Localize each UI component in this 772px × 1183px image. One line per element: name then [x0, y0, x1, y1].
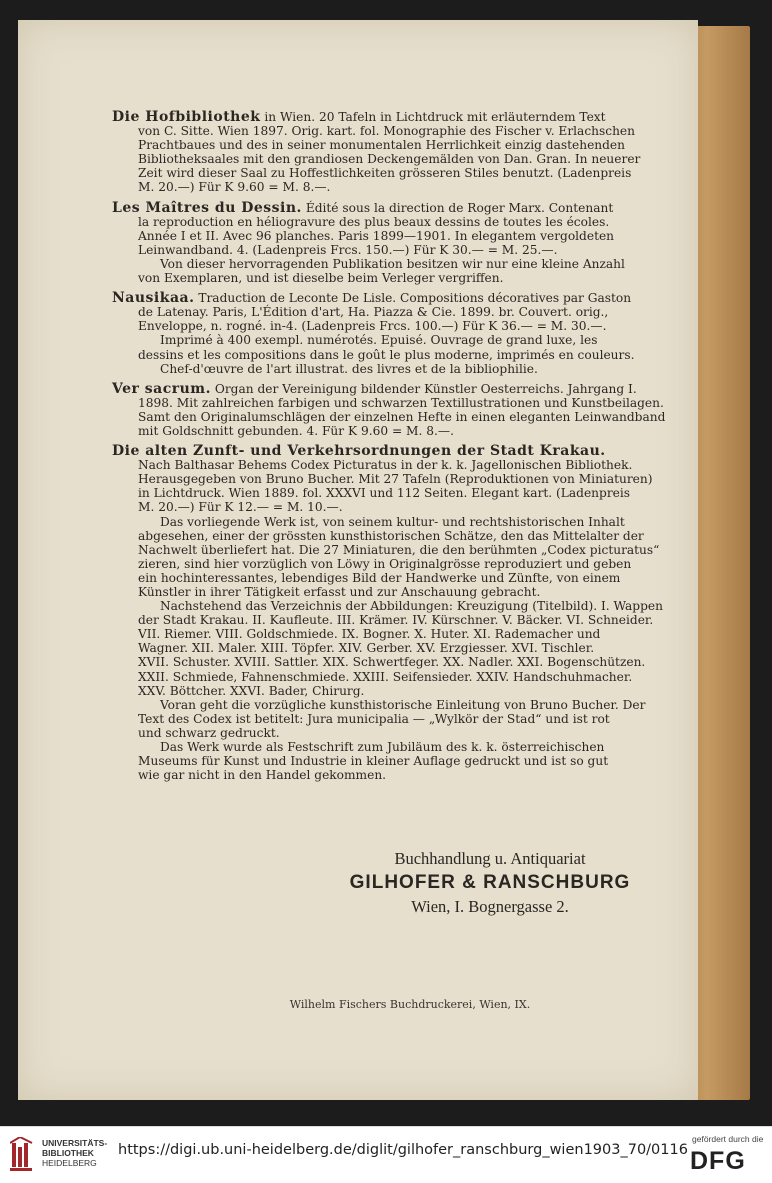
entry-line: de Latenay. Paris, L'Édition d'art, Ha. Piazza & Cie. 1899. br. Couvert. orig.,	[138, 305, 609, 320]
entry-line: von C. Sitte. Wien 1897. Orig. kart. fol. Monographie des Fischer v. Erlachschen	[138, 124, 635, 139]
entry-note: Imprimé à 400 exempl. numérotés. Epuisé. Ouvrage de grand luxe, les	[160, 333, 598, 348]
entry-line: abgesehen, einer der grössten kunsthistorischen Schätze, den das Mittelalter der	[138, 528, 644, 543]
entry-line: Samt den Originalumschlägen der einzelnen Hefte in einen eleganten Leinwandband	[138, 409, 666, 424]
entry-title: Die Hofbibliothek	[112, 109, 261, 125]
entry-note: Von dieser hervorragenden Publikation besitzen wir nur eine kleine Anzahl	[160, 256, 625, 271]
institution-line: HEIDELBERG	[42, 1158, 97, 1168]
institution-line: UNIVERSITÄTS-	[42, 1138, 108, 1148]
entry-line: in Wien. 20 Tafeln in Lichtdruck mit erläuterndem Text	[264, 110, 606, 124]
imprint-address: Wien, I. Bognergasse 2.	[411, 897, 569, 916]
entry-title: Les Maîtres du Dessin.	[112, 199, 302, 216]
entry-note: Chef-d'œuvre de l'art illustrat. des livres et de la bibliophilie.	[160, 361, 538, 376]
entry-title: Ver sacrum.	[112, 380, 211, 397]
institution-line: BIBLIOTHEK	[42, 1148, 94, 1158]
entry-line: der Stadt Krakau. II. Kaufleute. III. Krämer. IV. Kürschner. V. Bäcker. VI. Schneider.	[138, 613, 654, 628]
entry-line: Nach Balthasar Behems Codex Picturatus in der k. k. Jagellonischen Bibliothek.	[138, 458, 633, 473]
imprint-publisher-name: GILHOFER & RANSCHBURG	[349, 872, 631, 893]
catalog-text	[112, 110, 684, 788]
entry-title: Die alten Zunft- und Verkehrsordnungen der Stadt Krakau.	[112, 443, 606, 460]
viewer-footer	[0, 1126, 772, 1183]
entry-line: XVII. Schuster. XVIII. Sattler. XIX. Schwertfeger. XX. Nadler. XXI. Bogenschützen.	[138, 655, 646, 670]
entry-line: M. 20.—) Für K 9.60 = M. 8.—.	[138, 180, 331, 195]
entry-hofbibliothek	[112, 110, 684, 195]
entry-line: dessins et les compositions dans le goût le plus moderne, imprimés en couleurs.	[138, 347, 635, 362]
sponsor-label: gefördert durch die	[692, 1134, 764, 1144]
entry-zunftordnungen-krakau	[112, 444, 684, 782]
entry-line: ein hochinteressantes, lebendiges Bild der Handwerke und Zünfte, von einem	[138, 570, 621, 585]
university-library-name[interactable]	[42, 1138, 107, 1168]
entry-note: Voran geht die vorzügliche kunsthistorische Einleitung von Bruno Bucher. Der	[160, 697, 646, 712]
entry-note: Nachstehend das Verzeichnis der Abbildungen: Kreuzigung (Titelbild). I. Wappen	[160, 599, 663, 614]
permalink-url[interactable]: https://digi.ub.uni-heidelberg.de/diglit/gilhofer_ranschburg_wien1903_70/0116	[118, 1142, 688, 1158]
printer-credit: Wilhelm Fischers Buchdruckerei, Wien, IX.	[289, 998, 531, 1011]
entry-line: Museums für Kunst und Industrie in kleiner Auflage gedruckt und ist so gut	[138, 754, 609, 769]
entry-line: Nachwelt überliefert hat. Die 27 Miniaturen, die den berühmten „Codex picturatus“	[138, 542, 660, 557]
entry-line: Enveloppe, n. rogné. in-4. (Ladenpreis Frcs. 100.—) Für K 36.— = M. 30.—.	[138, 319, 607, 334]
entry-line: Herausgegeben von Bruno Bucher. Mit 27 Tafeln (Reproduktionen von Miniaturen)	[138, 472, 653, 487]
entry-note: Das vorliegende Werk ist, von seinem kultur- und rechtshistorischen Inhalt	[160, 514, 625, 529]
entry-line: VII. Riemer. VIII. Goldschmiede. IX. Bogner. X. Huter. XI. Rademacher und	[138, 627, 601, 642]
entry-line: Künstler in ihrer Tätigkeit erfasst und zur Anschauung gebracht.	[138, 585, 541, 599]
entry-line: in Lichtdruck. Wien 1889. fol. XXXVI und 112 Seiten. Elegant kart. (Ladenpreis	[138, 486, 631, 501]
entry-line: XXV. Böttcher. XXVI. Bader, Chirurg.	[138, 683, 365, 698]
entry-ver-sacrum	[112, 382, 684, 438]
entry-line: Wagner. XII. Maler. XIII. Töpfer. XIV. Gerber. XV. Erzgiesser. XVI. Tischler.	[138, 641, 595, 656]
entry-line: wie gar nicht in den Handel gekommen.	[138, 768, 387, 783]
entry-line: Édité sous la direction de Roger Marx. Contenant	[305, 200, 614, 215]
entry-line: Prachtbaues und des in seiner monumentalen Herrlichkeit einzig dastehenden	[138, 138, 625, 153]
entry-nausikaa	[112, 291, 684, 376]
entry-line: mit Goldschnitt gebunden. 4. Für K 9.60 = M. 8.—.	[138, 423, 454, 438]
university-library-logo-icon	[10, 1137, 38, 1173]
entry-line: Organ der Vereinigung bildender Künstler Oesterreichs. Jahrgang I.	[214, 381, 637, 396]
entry-line: von Exemplaren, und ist dieselbe beim Verleger vergriffen.	[138, 271, 504, 286]
entry-title: Nausikaa.	[112, 290, 195, 307]
imprint-line-1: Buchhandlung u. Antiquariat	[394, 849, 586, 868]
entry-line: Leinwandband. 4. (Ladenpreis Frcs. 150.—) Für K 30.— = M. 25.—.	[138, 242, 558, 257]
entry-line: 1898. Mit zahlreichen farbigen und schwarzen Textillustrationen und Kunstbeilagen.	[138, 395, 664, 410]
entry-note: Das Werk wurde als Festschrift zum Jubiläum des k. k. österreichischen	[160, 740, 605, 755]
entry-line: Traduction de Leconte De Lisle. Compositions décoratives par Gaston	[198, 291, 632, 306]
entry-line: und schwarz gedruckt.	[138, 725, 280, 740]
entry-line: Text des Codex ist betitelt: Jura municipalia — „Wylkör der Stad“ und ist rot	[138, 711, 610, 726]
entry-line: la reproduction en héliogravure des plus beaux dessins de toutes les écoles.	[138, 214, 610, 229]
entry-maitres-du-dessin	[112, 201, 684, 286]
publisher-imprint	[300, 848, 680, 918]
entry-line: XXII. Schmiede, Fahnenschmiede. XXIII. Seifensieder. XXIV. Handschuhmacher.	[138, 669, 633, 684]
entry-line: Bibliotheksaales mit den grandiosen Deckengemälden von Dan. Gran. In neuerer	[138, 152, 641, 167]
entry-line: Année I et II. Avec 96 planches. Paris 1899—1901. In elegantem vergoldeten	[138, 228, 615, 243]
entry-line: zieren, sind hier vorzüglich von Löwy in Originalgrösse reproduziert und geben	[138, 556, 632, 571]
entry-line: M. 20.—) Für K 12.— = M. 10.—.	[138, 500, 343, 515]
entry-line: Zeit wird dieser Saal zu Hoffestlichkeiten grösseren Stiles benutzt. (Ladenpreis	[138, 166, 632, 181]
dfg-logo-icon[interactable]: DFG	[690, 1147, 746, 1175]
